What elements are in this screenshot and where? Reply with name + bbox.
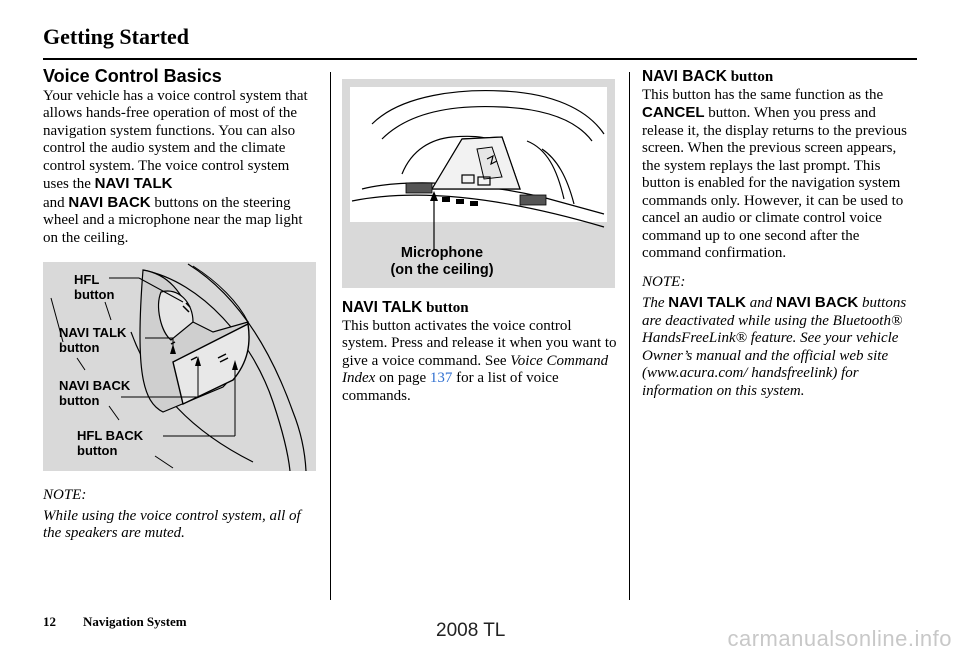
- note-label: NOTE:: [43, 487, 87, 503]
- navi-talk-description: [342, 318, 617, 406]
- note-text: While using the voice control system, all of the speakers are muted.: [43, 507, 301, 541]
- note-label-right: NOTE:: [642, 273, 686, 290]
- steering-wheel-figure: [43, 262, 316, 471]
- navi-back-description: [642, 87, 917, 263]
- microphone-label-line2: (on the ceiling): [390, 262, 494, 278]
- intro-text: Your vehicle has a voice control system that allows hands-free operation of most of the navigation system functions. You can also control the audio system and the climate control system. The voice control system uses the: [43, 87, 308, 192]
- page-title: Getting Started: [43, 24, 190, 49]
- note-text-body: buttons are deactivated while using the Bluetooth® HandsFreeLink® feature. See your vehicle Owner’s manual and the official web site (www.acura.com/ handsfreelink) for information on this system.: [642, 295, 907, 399]
- column-divider-right: [629, 72, 630, 600]
- column-left: [43, 68, 318, 543]
- note-the: The: [642, 295, 669, 311]
- hfl-back-button-label: [77, 428, 143, 458]
- intro-text-end: buttons on the steering wheel and a microphone near the map light on the ceiling.: [43, 194, 303, 246]
- navi-back-label-line2: button: [59, 393, 100, 408]
- hfl-label-line2: button: [74, 287, 115, 302]
- on-page-text: on page: [375, 370, 430, 386]
- navi-back-label-line1: NAVI BACK: [59, 378, 131, 393]
- hfl-button-label: [74, 272, 114, 302]
- navi-back-term: NAVI BACK: [68, 193, 151, 211]
- navi-talk-label-line2: button: [59, 340, 100, 355]
- cancel-term: CANCEL: [642, 104, 705, 121]
- ceiling-microphone-figure: [342, 79, 615, 288]
- hfl-back-label-line1: HFL BACK: [77, 428, 144, 443]
- section-heading: Voice Control Basics: [43, 66, 222, 86]
- navi-back-button-label: [59, 378, 130, 408]
- note-navi-back-term: NAVI BACK: [776, 294, 859, 311]
- navi-talk-text: This button activates the voice control system. Press and release it when you want to give a voice command. See: [342, 317, 617, 369]
- navi-back-text: This button has the same function as the: [642, 86, 884, 103]
- hfl-label-line1: HFL: [74, 272, 100, 287]
- column-divider-left: [330, 72, 331, 600]
- column-right: [642, 68, 917, 400]
- navi-talk-button-label: [59, 325, 126, 355]
- navi-talk-subheading: [342, 299, 617, 318]
- navi-talk-label-line1: NAVI TALK: [59, 325, 127, 340]
- hfl-back-label-line2: button: [77, 443, 118, 458]
- intro-paragraph: [43, 88, 318, 248]
- page-137-link[interactable]: 137: [429, 370, 453, 386]
- navi-talk-term: NAVI TALK: [94, 175, 173, 192]
- navi-back-subheading-term: NAVI BACK: [642, 68, 727, 85]
- watermark: carmanualsonline.info: [727, 626, 952, 651]
- model-label: 2008 TL: [436, 620, 506, 641]
- note-navi-talk-term: NAVI TALK: [668, 294, 747, 311]
- navi-talk-text-end: for a list of voice commands.: [342, 370, 559, 404]
- note-text-right: [642, 294, 917, 400]
- microphone-label: [342, 245, 542, 279]
- navi-back-subheading: [642, 68, 917, 87]
- title-rule: [43, 58, 917, 60]
- navi-talk-subheading-word: button: [422, 300, 469, 316]
- microphone-label-line1: Microphone: [400, 245, 484, 261]
- note-and: and: [746, 295, 777, 311]
- voice-command-index-ref: Voice Command Index: [342, 352, 609, 386]
- column-middle: [342, 68, 617, 405]
- navi-back-text-end: button. When you press and release it, the display returns to the previous screen. When the previous screen appears, the system replays the last prompt. This button is enabled for the navigation system commands only. However, it can be used to cancel an audio or climate control voice command up to one second after the command confirmation.: [642, 105, 907, 261]
- navi-talk-subheading-term: NAVI TALK: [342, 299, 423, 316]
- navi-back-subheading-word: button: [726, 69, 774, 85]
- and-text: and: [43, 194, 69, 211]
- page-number: 12: [43, 614, 56, 629]
- footer-section: Navigation System: [83, 614, 187, 629]
